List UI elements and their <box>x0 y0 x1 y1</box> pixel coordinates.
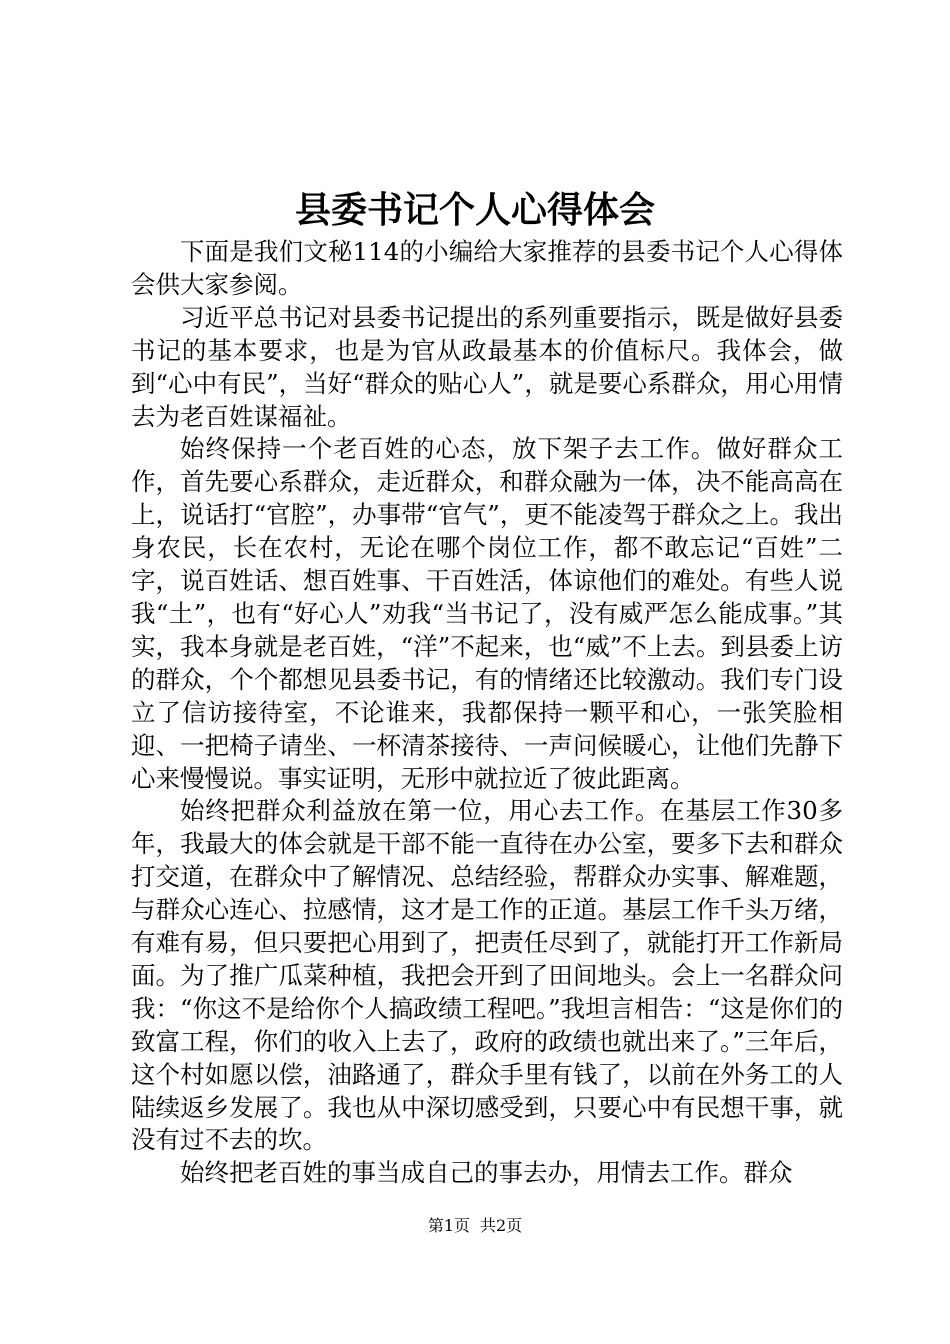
paragraph-interests: 始终把群众利益放在第一位，用心去工作。在基层工作30多年，我最大的体会就是干部不能一直待在办公室，要多下去和群众打交道，在群众中了解情况、总结经验，帮群众办实事、解难题，与群众心连心、拉感情，这才是工作的正道。基层工作千头万绪，有难有易，但只要把心用到了，把责任尽到了，就能打开工作新局面。为了推广瓜菜种植，我把会开到了田间地头。会上一名群众问我：“你这不是给你个人搞政绩工程吧。”我坦言相告：“这是你们的致富工程，你们的收入上去了，政府的政绩也就出来了。”三年后，这个村如愿以偿，油路通了，群众手里有钱了，以前在外务工的人陆续返乡发展了。我也从中深切感受到，只要心中有民想干事，就没有过不去的坎。 <box>131 796 843 1155</box>
paragraph-affairs: 始终把老百姓的事当成自己的事去办，用情去工作。群众 <box>180 1158 793 1188</box>
paragraph-intro: 下面是我们文秘114的小编给大家推荐的县委书记个人心得体会供大家参阅。 <box>131 237 843 299</box>
page-total: 共2页 <box>480 1216 523 1235</box>
paragraph-attitude: 始终保持一个老百姓的心态，放下架子去工作。做好群众工作，首先要心系群众，走近群众，和群众融为一体，决不能高高在上，说话打“官腔”，办事带“官气”，更不能凌驾于群众之上。我出身农民，长在农村，无论在哪个岗位工作，都不敢忘记“百姓”二字，说百姓话、想百姓事、干百姓活，体谅他们的难处。有些人说我“土”，也有“好心人”劝我“当书记了，没有威严怎么能成事。”其实，我本身就是老百姓，“洋”不起来，也“威”不上去。到县委上访的群众，个个都想见县委书记，有的情绪还比较激动。我们专门设立了信访接待室，不论谁来，我都保持一颗平和心，一张笑脸相迎、一把椅子请坐、一杯清茶接待、一声问候暖心，让他们先静下心来慢慢说。事实证明，无形中就拉近了彼此距离。 <box>131 434 843 793</box>
paragraph-instructions: 习近平总书记对县委书记提出的系列重要指示，既是做好县委书记的基本要求，也是为官从政最基本的价值标尺。我体会，做到“心中有民”，当好“群众的贴心人”，就是要心系群众，用心用情去为老百姓谋福祉。 <box>131 302 843 431</box>
page-number: 第1页 <box>427 1216 470 1235</box>
document-body <box>131 236 843 1190</box>
page-footer <box>0 1215 950 1237</box>
document-title: 县委书记个人心得体会 <box>294 189 655 231</box>
